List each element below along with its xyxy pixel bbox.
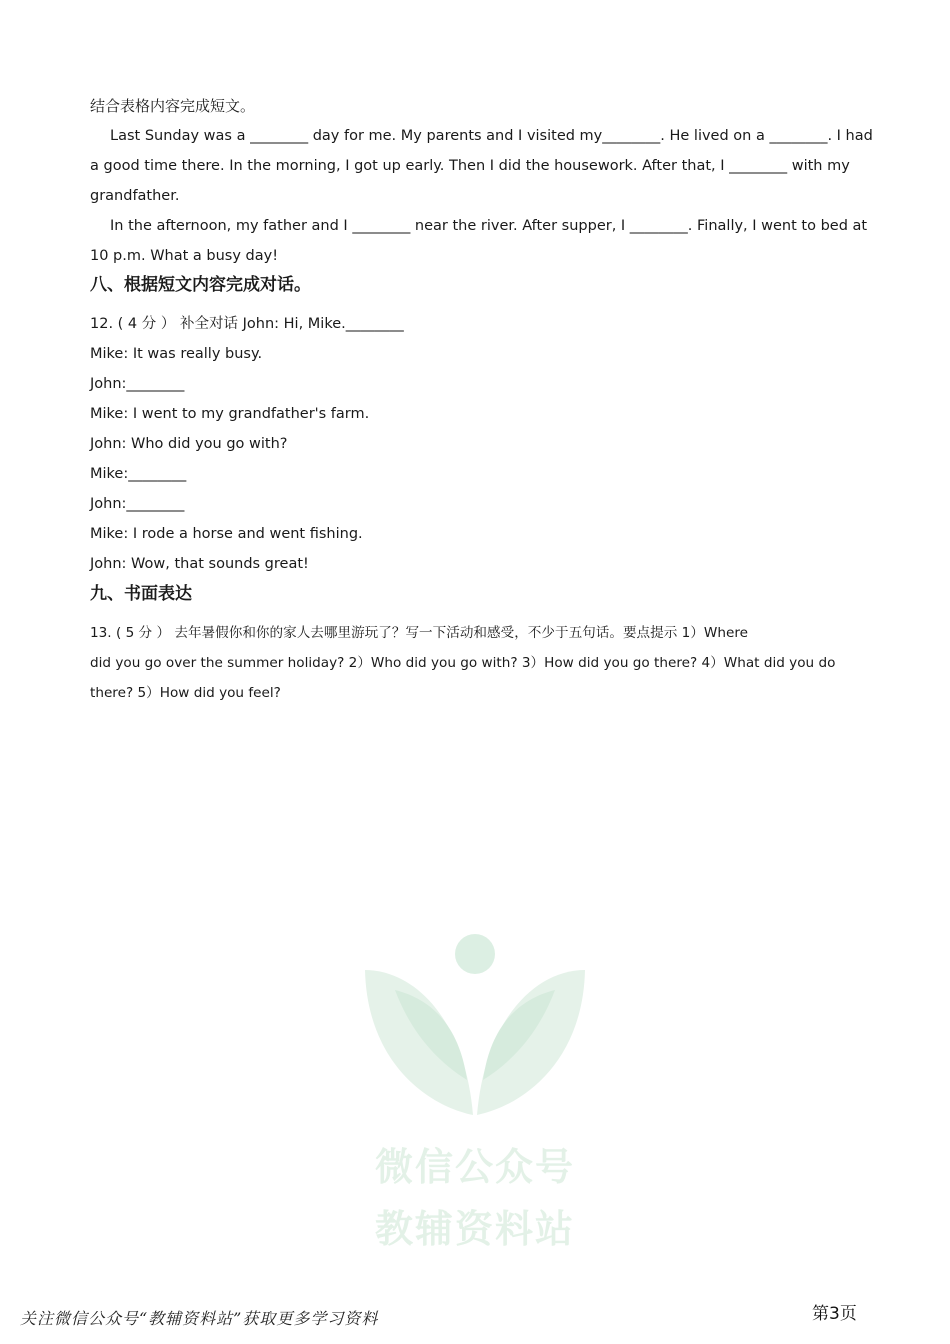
dialogue-line: John: Who did you go with? [90,436,288,452]
dialogue-line: Mike: It was really busy. [90,346,263,362]
question-13-prompts-end: there? 5）How did you feel? [90,685,281,701]
watermark-logo-icon [355,930,595,1130]
question-12 [90,314,404,334]
section-8-heading: 八、根据短文内容完成对话。 [90,275,311,295]
question-12-instruction: 补全对话 [180,316,238,332]
dialogue-line: John:________ [90,496,185,512]
passage-p1-line1: Last Sunday was a ________ day for me. My parents and I visited my________. He lived on a ________. I had [110,128,873,144]
question-13-prompt-1: 1）Where [681,625,748,641]
intro-instruction: 结合表格内容完成短文。 [90,97,256,115]
watermark [355,930,595,1250]
passage-p2-line1: In the afternoon, my father and I ________ near the river. After supper, I ________. Finally, I went to bed at [110,218,868,234]
page-number: 第3页 [812,1304,857,1324]
question-13-prompts: did you go over the summer holiday? 2）Who did you go with? 3）How did you go there? 4）What did you do [90,655,836,671]
footer-promo: 关注微信公众号“教辅资料站”获取更多学习资料 [20,1309,379,1328]
passage-p1-line3: grandfather. [90,188,180,204]
dialogue-line: Mike: I went to my grandfather's farm. [90,406,370,422]
watermark-text-2: 教辅资料站 [374,1207,575,1251]
question-13 [90,623,748,643]
watermark-text-1: 微信公众号 [374,1145,575,1189]
section-9-heading: 九、书面表达 [90,584,192,604]
question-12-number: 12. ( 4 分 ） [90,316,176,332]
question-12-first-line: John: Hi, Mike.________ [242,316,404,332]
dialogue-line: John:________ [90,376,185,392]
question-13-instruction: 去年暑假你和你的家人去哪里游玩了？写一下活动和感受，不少于五句话。要点提示 [174,625,678,641]
dialogue-line: Mike: I rode a horse and went fishing. [90,526,363,542]
dialogue-line: Mike:________ [90,466,187,482]
dialogue-line: John: Wow, that sounds great! [90,556,309,572]
passage-p2-line2: 10 p.m. What a busy day! [90,248,279,264]
passage-p1-line2: a good time there. In the morning, I got up early. Then I did the housework. After that, I ________ with my [90,158,850,174]
question-13-number: 13. ( 5 分 ） [90,625,171,641]
